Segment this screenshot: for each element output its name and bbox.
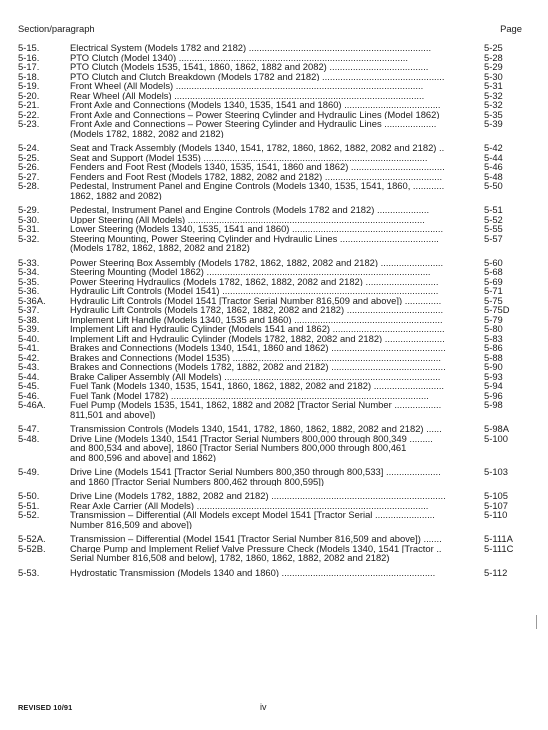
- toc-entry: [18, 510, 530, 529]
- entry-title-line: Brake Caliper Assembly (All Models) ...................................................................................: [70, 371, 441, 381]
- entry-title-line: Steering Mounting, Power Steering Cylinder and Hydraulic Lines ......................................: [70, 233, 439, 243]
- toc-entry: [18, 81, 530, 91]
- entry-title-line: Implement Lift Handle (Models 1340, 1535 and 1860) .........................................................: [70, 314, 443, 324]
- entry-page-number: 5-107: [484, 499, 508, 511]
- paragraph-number: 5-49.: [18, 466, 40, 477]
- paragraph-number: 5-30.: [18, 213, 40, 225]
- toc-entry: [18, 544, 530, 563]
- entry-title-line: Pedestal, Instrument Panel and Engine Controls (Models 1340, 1535, 1541, 1860, ............: [70, 181, 445, 191]
- entry-title-line: Charge Pump and Implement Relief Valve Pressure Check (Models 1340, 1541 [Tractor ..: [70, 543, 442, 553]
- toc-entry: [18, 62, 530, 72]
- entry-page-number: 5-51: [484, 204, 503, 215]
- toc-entry: [18, 343, 530, 353]
- entry-title-line: Front Axle and Connections – Power Steering Cylinder and Hydraulic Lines ....................: [70, 119, 437, 129]
- table-of-contents: [18, 43, 530, 577]
- entry-title-line: Power Steering Box Assembly (Models 1782, 1862, 1882, 2082 and 2182) ........................: [70, 257, 444, 267]
- entry-page-number: 5-88: [484, 351, 503, 363]
- section-paragraph-heading: Section/paragraph: [18, 23, 95, 34]
- toc-entry: [18, 381, 530, 391]
- entry-title-line: and 1860 [Tractor Serial Numbers 800,462 through 800,595]): [70, 476, 324, 486]
- entry-page-number: 5-103: [484, 466, 508, 477]
- entry-title-line: Fenders and Foot Rest (Models 1782, 1882, 2082 and 2182) .............................................: [70, 171, 443, 181]
- toc-entry: [18, 372, 530, 382]
- toc-entry: [18, 391, 530, 401]
- entry-title-line: 1862, 1882 and 2082): [70, 190, 162, 200]
- paragraph-number: 5-43.: [18, 361, 40, 372]
- paragraph-number: 5-29.: [18, 204, 40, 215]
- paragraph-number: 5-47.: [18, 423, 40, 434]
- entry-page-number: 5-75: [484, 294, 503, 306]
- entry-title-line: Brakes and Connections (Models 1340, 1541, 1860 and 1862) ............................................: [70, 343, 446, 353]
- toc-entry: [18, 267, 530, 277]
- entry-title-line: and 800,596 and above] and 1862): [70, 452, 216, 462]
- toc-entry: [18, 119, 530, 138]
- paragraph-number: 5-27.: [18, 170, 40, 182]
- entry-page-number: 5-60: [484, 256, 503, 268]
- paragraph-number: 5-52B.: [18, 542, 46, 554]
- paragraph-number: 5-44.: [18, 370, 40, 382]
- paragraph-number: 5-52.: [18, 509, 40, 520]
- entry-page-number: 5-86: [484, 342, 503, 353]
- entry-page-number: 5-93: [484, 370, 503, 382]
- entry-title-line: Drive Line (Models 1340, 1541 [Tractor Serial Numbers 800,000 through 800,349 .........: [70, 433, 433, 443]
- toc-entry: [18, 43, 530, 53]
- toc-entry: [18, 110, 530, 120]
- paragraph-number: 5-48.: [18, 432, 40, 444]
- paragraph-number: 5-53.: [18, 566, 40, 578]
- toc-entry: [18, 91, 530, 101]
- toc-entry: [18, 234, 530, 253]
- toc-entry: [18, 100, 530, 110]
- paragraph-number: 5-24.: [18, 142, 40, 153]
- entry-title-line: Fenders and Foot Rest (Models 1340, 1535, 1541, 1860 and 1862) ....................................: [70, 162, 445, 172]
- paragraph-number: 5-50.: [18, 490, 40, 501]
- toc-entry: [18, 205, 530, 215]
- entry-page-number: 5-90: [484, 361, 503, 372]
- paragraph-number: 5-34.: [18, 266, 40, 277]
- toc-entry: [18, 334, 530, 344]
- toc-entry: [18, 181, 530, 200]
- toc-entry: [18, 215, 530, 225]
- entry-title-line: 811,501 and above]): [70, 409, 156, 419]
- revision-note: REVISED 10/91: [18, 703, 73, 712]
- entry-title-line: Hydraulic Lift Controls (Model 1541 [Tractor Serial Number 816,509 and above]) ..............: [70, 295, 442, 305]
- toc-entry: [18, 434, 530, 463]
- entry-page-number: 5-29: [484, 61, 503, 72]
- entry-page-number: 5-25: [484, 42, 503, 53]
- entry-page-number: 5-31: [484, 80, 503, 91]
- entry-title-line: Number 816,509 and above]): [70, 519, 192, 529]
- entry-title-line: Power Steering Hydraulics (Models 1782, 1862, 1882, 2082 and 2182) ............................: [70, 276, 439, 286]
- toc-entry: [18, 324, 530, 334]
- paragraph-number: 5-21.: [18, 99, 40, 110]
- toc-entry: [18, 305, 530, 315]
- paragraph-number: 5-46.: [18, 389, 40, 401]
- entry-title-line: Rear Axle Carrier (All Models) .........................................................................................: [70, 500, 429, 510]
- entry-page-number: 5-110: [484, 509, 508, 520]
- paragraph-number: 5-22.: [18, 108, 40, 120]
- entry-page-number: 5-46: [484, 161, 503, 172]
- entry-title-line: Fuel Tank (Models 1340, 1535, 1541, 1860, 1862, 1882, 2082 and 2182) ...........................: [70, 381, 445, 391]
- toc-entry: [18, 162, 530, 172]
- entry-page-number: 5-32: [484, 99, 503, 110]
- entry-page-number: 5-83: [484, 332, 503, 344]
- paragraph-number: 5-39.: [18, 323, 40, 334]
- entry-page-number: 5-111A: [484, 533, 513, 544]
- paragraph-number: 5-46A.: [18, 399, 46, 410]
- paragraph-number: 5-28.: [18, 180, 40, 191]
- entry-title-line: Front Axle and Connections – Power Steering Cylinder and Hydraulic Lines (Model 1862): [70, 109, 440, 119]
- toc-entry: [18, 153, 530, 163]
- entry-title-line: Transmission – Differential (Model 1541 [Tractor Serial Number 816,509 and above]) .......: [70, 534, 442, 544]
- entry-title-line: Brakes and Connections (Models 1782, 1882, 2082 and 2182) ............................................: [70, 362, 446, 372]
- paragraph-number: 5-18.: [18, 70, 40, 82]
- entry-title-line: Fuel Pump (Models 1535, 1541, 1862, 1882 and 2082 [Tractor Serial Number ..................: [70, 400, 442, 410]
- entry-title-line: Upper Steering (All Models) ...........................................................................................: [70, 214, 425, 224]
- toc-header: [18, 23, 530, 35]
- entry-page-number: 5-79: [484, 313, 503, 325]
- entry-title-line: Pedestal, Instrument Panel and Engine Controls (Models 1782 and 2182) ....................: [70, 205, 430, 215]
- toc-entry: [18, 143, 530, 153]
- paragraph-number: 5-20.: [18, 89, 40, 101]
- paragraph-number: 5-41.: [18, 342, 40, 353]
- entry-page-number: 5-112: [484, 566, 508, 578]
- entry-page-number: 5-111C: [484, 542, 514, 554]
- entry-title-line: Transmission Controls (Models 1340, 1541, 1782, 1860, 1862, 1882, 2082 and 2182) ......: [70, 424, 442, 434]
- paragraph-number: 5-40.: [18, 332, 40, 344]
- entry-page-number: 5-80: [484, 323, 503, 334]
- entry-title-line: Electrical System (Models 1782 and 2182) ......................................................................: [70, 43, 432, 53]
- entry-page-number: 5-35: [484, 108, 503, 120]
- entry-title-line: PTO Clutch (Models 1535, 1541, 1860, 1862, 1882 and 2082) ......................................: [70, 62, 429, 72]
- toc-entry: [18, 467, 530, 486]
- entry-title-line: Rear Wheel (All Models) ................................................................................................: [70, 90, 425, 100]
- paragraph-number: 5-25.: [18, 151, 40, 163]
- toc-entry: [18, 172, 530, 182]
- toc-entry: [18, 424, 530, 434]
- entry-page-number: 5-57: [484, 232, 503, 244]
- paragraph-number: 5-38.: [18, 313, 40, 325]
- paragraph-number: 5-36.: [18, 285, 40, 296]
- entry-page-number: 5-71: [484, 285, 503, 296]
- entry-title-line: Implement Lift and Hydraulic Cylinder (Models 1782, 1882, 2082 and 2182) .......................: [70, 333, 445, 343]
- entry-title-line: Drive Line (Models 1541 [Tractor Serial Numbers 800,350 through 800,533] .....................: [70, 467, 441, 477]
- toc-entry: [18, 277, 530, 287]
- paragraph-number: 5-23.: [18, 118, 40, 129]
- paragraph-number: 5-26.: [18, 161, 40, 172]
- entry-page-number: 5-39: [484, 118, 503, 129]
- entry-title-line: Hydrostatic Transmission (Models 1340 and 1860) ...........................................................: [70, 567, 436, 577]
- entry-page-number: 5-48: [484, 170, 503, 182]
- toc-entry: [18, 224, 530, 234]
- entry-page-number: 5-50: [484, 180, 503, 191]
- entry-title-line: Lower Steering (Models 1340, 1535, 1541 and 1860) ..........................................................: [70, 224, 444, 234]
- paragraph-number: 5-52A.: [18, 533, 46, 544]
- entry-title-line: Front Axle and Connections (Models 1340, 1535, 1541 and 1860) .....................................: [70, 100, 441, 110]
- entry-page-number: 5-100: [484, 432, 508, 444]
- paragraph-number: 5-36A.: [18, 294, 46, 306]
- entry-title-line: and 800,534 and above], 1860 [Tractor Serial Numbers 800,000 through 800,461: [70, 443, 407, 453]
- entry-page-number: 5-68: [484, 266, 503, 277]
- entry-title-line: Front Wheel (All Models) ...............................................................................................: [70, 81, 424, 91]
- toc-entry: [18, 400, 530, 419]
- toc-entry: [18, 286, 530, 296]
- toc-entry: [18, 501, 530, 511]
- entry-title-line: Implement Lift and Hydraulic Cylinder (Models 1541 and 1862) ...........................................: [70, 324, 445, 334]
- toc-entry: [18, 491, 530, 501]
- toc-entry: [18, 568, 530, 578]
- entry-page-number: 5-52: [484, 213, 503, 225]
- entry-page-number: 5-69: [484, 275, 503, 287]
- page-number: iv: [260, 702, 267, 712]
- entry-page-number: 5-32: [484, 89, 503, 101]
- entry-title-line: Serial Number 816,508 and below], 1782, 1860, 1862, 1882, 2082 and 2182): [70, 553, 390, 563]
- entry-title-line: (Models 1782, 1882, 2082 and 2182): [70, 128, 224, 138]
- paragraph-number: 5-33.: [18, 256, 40, 268]
- entry-title-line: Transmission – Differential (All Models except Model 1541 [Tractor Serial .......................: [70, 510, 435, 520]
- entry-page-number: 5-55: [484, 223, 503, 234]
- entry-page-number: 5-44: [484, 151, 503, 163]
- paragraph-number: 5-42.: [18, 351, 40, 363]
- entry-page-number: 5-30: [484, 70, 503, 82]
- paragraph-number: 5-15.: [18, 42, 40, 53]
- entry-title-line: Hydraulic Lift Controls (Model 1541) ...................................................................................: [70, 286, 439, 296]
- entry-page-number: 5-96: [484, 389, 503, 401]
- entry-page-number: 5-105: [484, 490, 508, 501]
- paragraph-number: 5-19.: [18, 80, 40, 91]
- entry-page-number: 5-98A: [484, 423, 510, 434]
- entry-title-line: Fuel Tank (Model 1782) ...................................................................................................: [70, 390, 429, 400]
- entry-title-line: Seat and Track Assembly (Models 1340, 1541, 1782, 1860, 1862, 1882, 2082 and 2182) ..: [70, 143, 445, 153]
- paragraph-number: 5-35.: [18, 275, 40, 287]
- entry-title-line: PTO Clutch (Model 1340) ........................................................................................: [70, 52, 408, 62]
- paragraph-number: 5-31.: [18, 223, 40, 234]
- entry-page-number: 5-28: [484, 51, 503, 63]
- entry-title-line: Brakes and Connections (Model 1535) ................................................................................: [70, 352, 441, 362]
- entry-title-line: Steering Mounting (Model 1862) ......................................................................................: [70, 267, 431, 277]
- entry-title-line: Drive Line (Models 1782, 1882, 2082 and 2182) ...................................................................: [70, 491, 446, 501]
- toc-entry: [18, 53, 530, 63]
- toc-entry: [18, 72, 530, 82]
- toc-entry: [18, 258, 530, 268]
- paragraph-number: 5-32.: [18, 232, 40, 244]
- entry-title-line: (Models 1782, 1862, 1882, 2082 and 2182): [70, 243, 250, 253]
- entry-title-line: PTO Clutch and Clutch Breakdown (Models 1782 and 2182) ...............................................: [70, 71, 445, 81]
- entry-page-number: 5-94: [484, 380, 503, 391]
- paragraph-number: 5-16.: [18, 51, 40, 63]
- toc-entry: [18, 362, 530, 372]
- entry-title-line: Seat and Support (Model 1535) ......................................................................................: [70, 152, 428, 162]
- toc-entry: [18, 296, 530, 306]
- entry-page-number: 5-75D: [484, 304, 510, 315]
- toc-entry: [18, 534, 530, 544]
- entry-title-line: Hydraulic Lift Controls (Models 1782, 1862, 1882, 2082 and 2182) .....................................: [70, 305, 444, 315]
- margin-mark: [536, 615, 537, 629]
- entry-page-number: 5-98: [484, 399, 503, 410]
- paragraph-number: 5-51.: [18, 499, 40, 511]
- paragraph-number: 5-45.: [18, 380, 40, 391]
- toc-entry: [18, 315, 530, 325]
- paragraph-number: 5-17.: [18, 61, 40, 72]
- toc-entry: [18, 353, 530, 363]
- entry-page-number: 5-42: [484, 142, 503, 153]
- page-heading: Page: [500, 23, 522, 34]
- paragraph-number: 5-37.: [18, 304, 40, 315]
